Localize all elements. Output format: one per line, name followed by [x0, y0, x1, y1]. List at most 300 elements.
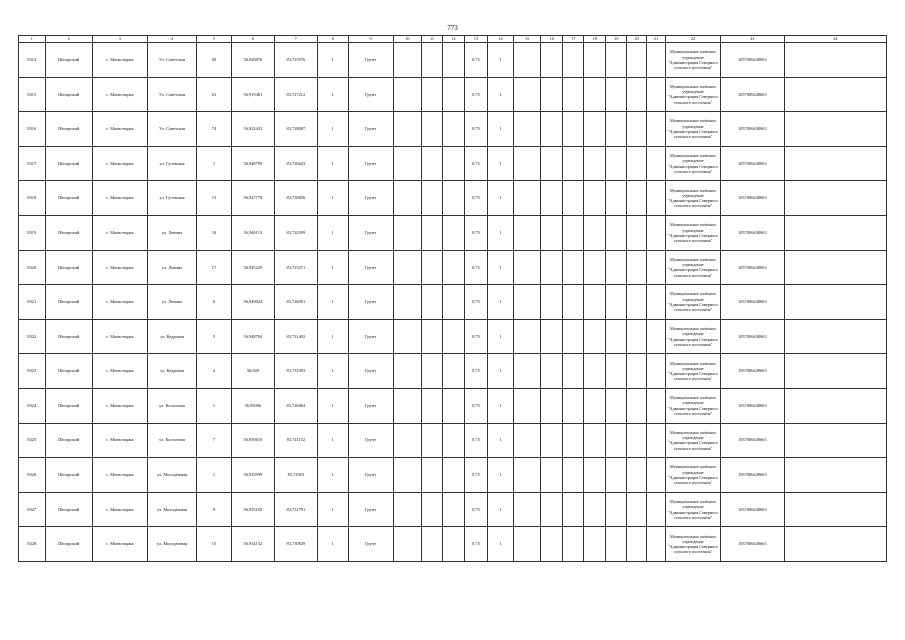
latitude-cell: 56,947778: [231, 181, 274, 216]
district-cell: Шегарский: [45, 285, 92, 320]
empty-cell: [442, 319, 465, 354]
row-id: 8314: [19, 43, 46, 78]
house-cell: 74: [197, 112, 232, 147]
organization-cell: Муниципальное казённое учреждение "Администрация Северного сельского поселения": [665, 354, 720, 389]
organization-cell: Муниципальное казённое учреждение "Администрация Северного сельского поселения": [665, 250, 720, 285]
empty-cell: [784, 492, 886, 527]
row-id: 8316: [19, 112, 46, 147]
empty-cell: [442, 458, 465, 493]
empty-cell: [442, 112, 465, 147]
empty-cell: [784, 77, 886, 112]
empty-cell: [422, 43, 442, 78]
row-id: 8327: [19, 492, 46, 527]
house-cell: 10: [197, 215, 232, 250]
organization-cell: Муниципальное казённое учреждение "Администрация Северного сельского поселения": [665, 181, 720, 216]
table-row: [19, 215, 887, 250]
street-cell: ул. Молодёжная: [147, 527, 196, 562]
longitude-cell: 83,725976: [274, 43, 317, 78]
table-row: [19, 250, 887, 285]
locality-cell: с. Монастырка: [92, 527, 147, 562]
count-cell: 1: [317, 458, 348, 493]
empty-cell: [784, 250, 886, 285]
column-number: 21: [647, 36, 665, 43]
empty-cell: [583, 43, 606, 78]
count-cell: 1: [317, 215, 348, 250]
empty-cell: [442, 77, 465, 112]
empty-cell: [514, 146, 541, 181]
empty-cell: [563, 146, 583, 181]
latitude-cell: 56,945229: [231, 250, 274, 285]
empty-cell: [606, 527, 626, 562]
table-row: [19, 146, 887, 181]
street-cell: ул. Колхозная: [147, 388, 196, 423]
area-cell: 0,75: [465, 388, 488, 423]
area-cell: 0,75: [465, 250, 488, 285]
empty-cell: [784, 285, 886, 320]
locality-cell: с. Монастырка: [92, 146, 147, 181]
empty-cell: [422, 423, 442, 458]
empty-cell: [514, 250, 541, 285]
ogrn-cell: 1057006448663: [721, 146, 784, 181]
empty-cell: [422, 319, 442, 354]
empty-cell: [563, 458, 583, 493]
row-id: 8319: [19, 215, 46, 250]
empty-cell: [626, 215, 646, 250]
house-cell: 9: [197, 492, 232, 527]
count-cell: 1: [317, 388, 348, 423]
empty-cell: [442, 250, 465, 285]
empty-cell: [393, 43, 422, 78]
empty-cell: [514, 388, 541, 423]
latitude-cell: 56,935105: [231, 492, 274, 527]
organization-cell: Муниципальное казённое учреждение "Администрация Северного сельского поселения": [665, 43, 720, 78]
surface-cell: Грунт: [348, 388, 393, 423]
empty-cell: [606, 423, 626, 458]
street-cell: ул. Кедровая: [147, 319, 196, 354]
empty-cell: [514, 181, 541, 216]
empty-cell: [583, 250, 606, 285]
empty-cell: [563, 215, 583, 250]
column-number: 9: [348, 36, 393, 43]
empty-cell: [606, 458, 626, 493]
empty-cell: [583, 354, 606, 389]
empty-cell: [393, 458, 422, 493]
empty-cell: [563, 285, 583, 320]
column-number: 18: [583, 36, 606, 43]
organization-cell: Муниципальное казённое учреждение "Администрация Северного сельского поселения": [665, 423, 720, 458]
district-cell: Шегарский: [45, 388, 92, 423]
empty-cell: [626, 146, 646, 181]
empty-cell: [514, 354, 541, 389]
table-row: [19, 458, 887, 493]
locality-cell: с. Монастырка: [92, 43, 147, 78]
surface-cell: Грунт: [348, 250, 393, 285]
surface-cell: Грунт: [348, 423, 393, 458]
empty-cell: [606, 43, 626, 78]
empty-cell: [784, 319, 886, 354]
ogrn-cell: 1057006448663: [721, 354, 784, 389]
district-cell: Шегарский: [45, 458, 92, 493]
empty-cell: [647, 112, 665, 147]
longitude-cell: 83,728087: [274, 112, 317, 147]
latitude-cell: 56,949024: [231, 285, 274, 320]
ogrn-cell: 1057006448663: [721, 181, 784, 216]
empty-cell: [583, 492, 606, 527]
empty-cell: [563, 423, 583, 458]
street-cell: Ул. Советская: [147, 43, 196, 78]
quantity-cell: 1: [487, 146, 514, 181]
organization-cell: Муниципальное казённое учреждение "Администрация Северного сельского поселения": [665, 527, 720, 562]
empty-cell: [514, 285, 541, 320]
empty-cell: [583, 285, 606, 320]
empty-cell: [540, 43, 563, 78]
empty-cell: [626, 492, 646, 527]
organization-cell: Муниципальное казённое учреждение "Администрация Северного сельского поселения": [665, 319, 720, 354]
empty-cell: [626, 181, 646, 216]
empty-cell: [563, 354, 583, 389]
empty-cell: [540, 250, 563, 285]
table-row: [19, 181, 887, 216]
empty-cell: [422, 215, 442, 250]
count-cell: 1: [317, 250, 348, 285]
column-number: 13: [465, 36, 488, 43]
street-cell: ул. Колхозная: [147, 423, 196, 458]
empty-cell: [540, 146, 563, 181]
table-row: [19, 388, 887, 423]
column-number: 22: [665, 36, 720, 43]
empty-cell: [442, 146, 465, 181]
empty-cell: [583, 77, 606, 112]
empty-cell: [422, 354, 442, 389]
empty-cell: [647, 43, 665, 78]
surface-cell: Грунт: [348, 146, 393, 181]
locality-cell: с. Монастырка: [92, 285, 147, 320]
column-number: 8: [317, 36, 348, 43]
empty-cell: [540, 215, 563, 250]
house-cell: 61: [197, 77, 232, 112]
empty-cell: [784, 215, 886, 250]
row-id: 8320: [19, 250, 46, 285]
empty-cell: [393, 388, 422, 423]
longitude-cell: 83,724399: [274, 215, 317, 250]
empty-cell: [647, 146, 665, 181]
longitude-cell: 83,731492: [274, 319, 317, 354]
house-cell: 60: [197, 43, 232, 78]
empty-cell: [563, 112, 583, 147]
locality-cell: с. Монастырка: [92, 215, 147, 250]
longitude-cell: 83,731791: [274, 492, 317, 527]
empty-cell: [563, 492, 583, 527]
empty-cell: [606, 388, 626, 423]
empty-cell: [514, 112, 541, 147]
quantity-cell: 1: [487, 354, 514, 389]
empty-cell: [626, 285, 646, 320]
column-number: 10: [393, 36, 422, 43]
ogrn-cell: 1057006448663: [721, 77, 784, 112]
district-cell: Шегарский: [45, 181, 92, 216]
row-id: 8322: [19, 319, 46, 354]
count-cell: 1: [317, 527, 348, 562]
district-cell: Шегарский: [45, 146, 92, 181]
latitude-cell: 56,920876: [231, 43, 274, 78]
street-cell: ул. Кедровая: [147, 354, 196, 389]
empty-cell: [606, 77, 626, 112]
empty-cell: [647, 250, 665, 285]
count-cell: 1: [317, 181, 348, 216]
house-cell: 13: [197, 181, 232, 216]
area-cell: 0,75: [465, 423, 488, 458]
empty-cell: [540, 527, 563, 562]
empty-cell: [606, 181, 626, 216]
empty-cell: [647, 423, 665, 458]
quantity-cell: 1: [487, 112, 514, 147]
empty-cell: [422, 77, 442, 112]
empty-cell: [540, 285, 563, 320]
empty-cell: [442, 181, 465, 216]
street-cell: ул. Гусевская: [147, 181, 196, 216]
empty-cell: [784, 527, 886, 562]
surface-cell: Грунт: [348, 43, 393, 78]
surface-cell: Грунт: [348, 215, 393, 250]
row-id: 8317: [19, 146, 46, 181]
area-cell: 0,75: [465, 354, 488, 389]
empty-cell: [583, 181, 606, 216]
empty-cell: [626, 458, 646, 493]
empty-cell: [563, 43, 583, 78]
organization-cell: Муниципальное казённое учреждение "Администрация Северного сельского поселения": [665, 112, 720, 147]
area-cell: 0,75: [465, 215, 488, 250]
organization-cell: Муниципальное казённое учреждение "Администрация Северного сельского поселения": [665, 285, 720, 320]
house-cell: 4: [197, 354, 232, 389]
empty-cell: [606, 215, 626, 250]
ogrn-cell: 1057006448663: [721, 319, 784, 354]
empty-cell: [514, 527, 541, 562]
quantity-cell: 1: [487, 77, 514, 112]
longitude-cell: 83,731093: [274, 354, 317, 389]
locality-cell: с. Монастырка: [92, 492, 147, 527]
locality-cell: с. Монастырка: [92, 77, 147, 112]
column-number: 16: [540, 36, 563, 43]
house-cell: 1: [197, 458, 232, 493]
district-cell: Шегарский: [45, 77, 92, 112]
empty-cell: [540, 458, 563, 493]
quantity-cell: 1: [487, 250, 514, 285]
column-number: 17: [563, 36, 583, 43]
house-cell: 1: [197, 146, 232, 181]
house-cell: 7: [197, 423, 232, 458]
empty-cell: [784, 458, 886, 493]
empty-cell: [784, 112, 886, 147]
locality-cell: с. Монастырка: [92, 181, 147, 216]
latitude-cell: 56,948794: [231, 319, 274, 354]
longitude-cell: 83,726064: [274, 388, 317, 423]
locality-cell: с. Монастырка: [92, 319, 147, 354]
empty-cell: [647, 388, 665, 423]
empty-cell: [784, 146, 886, 181]
locality-cell: с. Монастырка: [92, 458, 147, 493]
ogrn-cell: 1057006448663: [721, 388, 784, 423]
empty-cell: [540, 354, 563, 389]
empty-cell: [647, 354, 665, 389]
table-row: [19, 43, 887, 78]
ogrn-cell: 1057006448663: [721, 458, 784, 493]
street-cell: ул. Гусевская: [147, 146, 196, 181]
district-cell: Шегарский: [45, 527, 92, 562]
district-cell: Шегарский: [45, 354, 92, 389]
surface-cell: Грунт: [348, 77, 393, 112]
latitude-cell: 56,949: [231, 354, 274, 389]
empty-cell: [393, 215, 422, 250]
table-row: [19, 423, 887, 458]
longitude-cell: 83,730829: [274, 527, 317, 562]
surface-cell: Грунт: [348, 181, 393, 216]
empty-cell: [647, 181, 665, 216]
empty-cell: [393, 527, 422, 562]
row-id: 8325: [19, 423, 46, 458]
quantity-cell: 1: [487, 492, 514, 527]
empty-cell: [393, 319, 422, 354]
column-number: 14: [487, 36, 514, 43]
longitude-cell: 83,727212: [274, 77, 317, 112]
row-id: 8318: [19, 181, 46, 216]
empty-cell: [647, 215, 665, 250]
empty-cell: [442, 492, 465, 527]
empty-cell: [563, 319, 583, 354]
column-number: 2: [45, 36, 92, 43]
house-cell: 17: [197, 250, 232, 285]
empty-cell: [626, 423, 646, 458]
row-id: 8326: [19, 458, 46, 493]
row-id: 8323: [19, 354, 46, 389]
empty-cell: [563, 527, 583, 562]
table-row: [19, 492, 887, 527]
column-number: 19: [606, 36, 626, 43]
empty-cell: [442, 43, 465, 78]
empty-cell: [647, 319, 665, 354]
empty-cell: [540, 181, 563, 216]
empty-cell: [514, 492, 541, 527]
count-cell: 1: [317, 43, 348, 78]
street-cell: ул. Ленина: [147, 285, 196, 320]
empty-cell: [393, 112, 422, 147]
count-cell: 1: [317, 285, 348, 320]
ogrn-cell: 1057006448663: [721, 527, 784, 562]
column-number: 3: [92, 36, 147, 43]
column-number: 15: [514, 36, 541, 43]
column-number: 7: [274, 36, 317, 43]
empty-cell: [442, 285, 465, 320]
district-cell: Шегарский: [45, 43, 92, 78]
quantity-cell: 1: [487, 527, 514, 562]
empty-cell: [422, 527, 442, 562]
empty-cell: [393, 181, 422, 216]
empty-cell: [626, 250, 646, 285]
empty-cell: [540, 112, 563, 147]
empty-cell: [583, 215, 606, 250]
latitude-cell: 56,934132: [231, 527, 274, 562]
street-cell: ул. Молодёжная: [147, 458, 196, 493]
empty-cell: [606, 146, 626, 181]
area-cell: 0,75: [465, 146, 488, 181]
latitude-cell: 56,922443: [231, 112, 274, 147]
surface-cell: Грунт: [348, 527, 393, 562]
empty-cell: [422, 458, 442, 493]
ogrn-cell: 1057006448663: [721, 285, 784, 320]
surface-cell: Грунт: [348, 319, 393, 354]
empty-cell: [583, 112, 606, 147]
empty-cell: [393, 146, 422, 181]
organization-cell: Муниципальное казённое учреждение "Администрация Северного сельского поселения": [665, 215, 720, 250]
row-id: 8324: [19, 388, 46, 423]
quantity-cell: 1: [487, 388, 514, 423]
table-row: [19, 319, 887, 354]
latitude-cell: 56,948799: [231, 146, 274, 181]
empty-cell: [422, 285, 442, 320]
column-number: 1: [19, 36, 46, 43]
area-cell: 0,75: [465, 285, 488, 320]
organization-cell: Муниципальное казённое учреждение "Администрация Северного сельского поселения": [665, 388, 720, 423]
empty-cell: [626, 354, 646, 389]
organization-cell: Муниципальное казённое учреждение "Администрация Северного сельского поселения": [665, 492, 720, 527]
empty-cell: [563, 181, 583, 216]
empty-cell: [563, 388, 583, 423]
empty-cell: [784, 388, 886, 423]
longitude-cell: 83,726001: [274, 285, 317, 320]
column-number: 12: [442, 36, 465, 43]
house-cell: 1: [197, 388, 232, 423]
count-cell: 1: [317, 77, 348, 112]
district-cell: Шегарский: [45, 492, 92, 527]
empty-cell: [514, 458, 541, 493]
empty-cell: [563, 77, 583, 112]
ogrn-cell: 1057006448663: [721, 112, 784, 147]
empty-cell: [442, 388, 465, 423]
table-row: [19, 112, 887, 147]
quantity-cell: 1: [487, 181, 514, 216]
ogrn-cell: 1057006448663: [721, 423, 784, 458]
empty-cell: [583, 146, 606, 181]
empty-cell: [606, 285, 626, 320]
empty-cell: [540, 492, 563, 527]
column-number: 24: [784, 36, 886, 43]
street-cell: ул. Молодёжная: [147, 492, 196, 527]
row-id: 8328: [19, 527, 46, 562]
empty-cell: [393, 423, 422, 458]
organization-cell: Муниципальное казённое учреждение "Администрация Северного сельского поселения": [665, 458, 720, 493]
empty-cell: [583, 388, 606, 423]
empty-cell: [626, 112, 646, 147]
organization-cell: Муниципальное казённое учреждение "Администрация Северного сельского поселения": [665, 77, 720, 112]
page-number: 773: [447, 24, 458, 32]
house-cell: 5: [197, 319, 232, 354]
empty-cell: [422, 181, 442, 216]
area-cell: 0,75: [465, 319, 488, 354]
column-number: 5: [197, 36, 232, 43]
count-cell: 1: [317, 319, 348, 354]
area-cell: 0,75: [465, 43, 488, 78]
ogrn-cell: 1057006448663: [721, 43, 784, 78]
street-cell: Ул. Советская: [147, 112, 196, 147]
latitude-cell: 56,919481: [231, 77, 274, 112]
locality-cell: с. Монастырка: [92, 388, 147, 423]
empty-cell: [606, 319, 626, 354]
area-cell: 0,75: [465, 181, 488, 216]
quantity-cell: 1: [487, 43, 514, 78]
count-cell: 1: [317, 354, 348, 389]
latitude-cell: 56,946113: [231, 215, 274, 250]
empty-cell: [647, 527, 665, 562]
empty-cell: [606, 112, 626, 147]
